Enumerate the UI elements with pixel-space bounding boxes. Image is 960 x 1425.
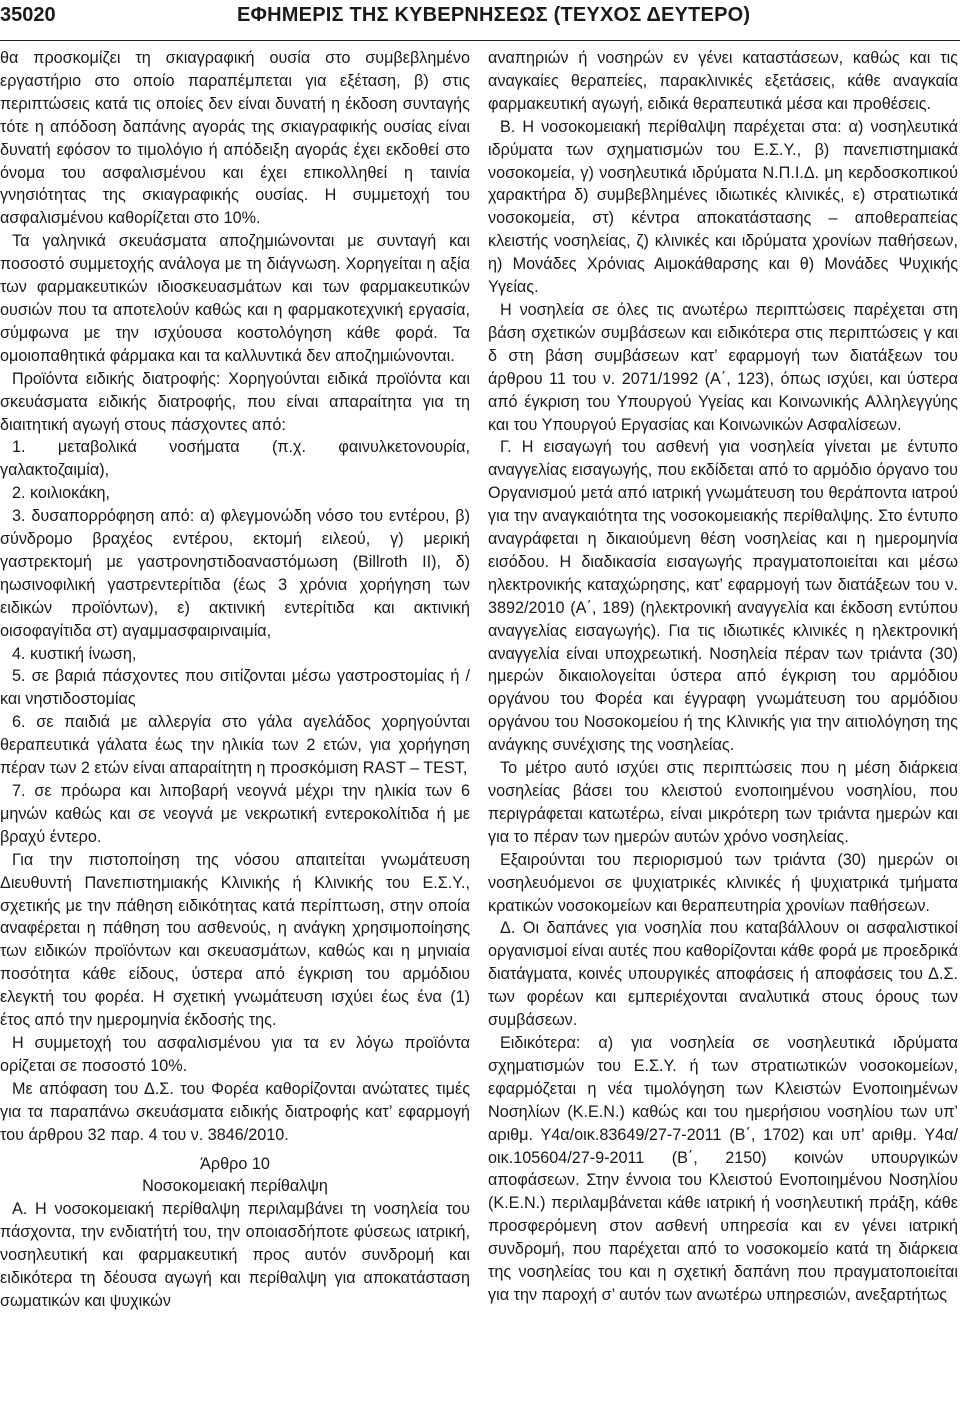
list-item: 1. μεταβολικά νοσήματα (π.χ. φαινυλκετονουρία, γαλακτοζαιμία), (0, 438, 470, 480)
left-column (0, 47, 470, 1313)
article-number: Άρθρο 10 (200, 1154, 270, 1173)
list-item: 3. δυσαπορρόφηση από: α) φλεγμονώδη νόσο του εντέρου, β) σύνδρομο βραχέος εντέρου, εκτομή ειλεού, γ) μερική γαστρεκτομή με γαστρονηστιδοαναστόμωση (Billroth II), δ) ηωσινοφιλική γαστρεντερίτιδα (έως 3 χρόνια χορήγηση των ειδικών προϊόντων), ε) ακτινική εντερίτιδα και ακτινική οισοφαγίτιδα στ) αγαμμασφαιριναιμία, (0, 507, 470, 640)
list-item: 7. σε πρόωρα και λιποβαρή νεογνά μέχρι την ηλικία των 6 μηνών καθώς και σε νεογνά με νεκρωτική εντεροκολίτιδα ή με βραχύ έντερο. (0, 782, 470, 846)
paragraph: Τα γαληνικά σκευάσματα αποζημιώνονται με συνταγή και ποσοστό συμμετοχής ανάλογα με τη διάγνωση. Χορηγείται η αξία των φαρμακευτικών ιδιοσκευασμάτων και των φαρμακευτικών ουσιών που τα αποτελούν καθώς και η φαρμακοτεχνική εργασία, σύμφωνα με την ισχύουσα κοστολόγηση κάθε φορά. Τα ομοιοπαθητικά φάρμακα και τα καλλυντικά δεν αποζημιώνονται. (0, 232, 470, 365)
paragraph: Α. Η νοσοκομειακή περίθαλψη περιλαμβάνει τη νοσηλεία του πάσχοντα, την ενδιατήτή του, την οποιασδήποτε φύσεως ιατρική, νοσηλευτική και φαρμακευτική προς αυτόν συνδρομή και ειδικότερα τη δέουσα αγωγή και περίθαλψη για αποκατάσταση σωματικών και ψυχικών (0, 1200, 470, 1310)
paragraph: Ειδικότερα: α) για νοσηλεία σε νοσηλευτικά ιδρύματα σχηματισμών του Ε.Σ.Υ. ή των στρατιωτικών νοσοκομείων, εφαρμόζεται η νέα τιμολόγηση των Κλειστών Ενοποιημένων Νοσηλίων (Κ.Ε.Ν.) καθώς και του ημερήσιου νοσηλίου των υπ’ αριθμ. Υ4α/οικ.83649/27-7-2011 (Β΄, 1702) και υπ’ αριθμ. Υ4α/οικ.105604/27-9-2011 (Β΄, 2150) κοινών υπουργικών αποφάσεων. Στην έννοια του Κλειστού Ενοποιημένου Νοσηλίου (Κ.Ε.Ν.) περιλαμβάνεται κάθε ιατρική ή νοσηλευτική πράξη, κάθε προσφερόμενη στον ασθενή υπηρεσία και εν γένει ιατρική συνδρομή, που παρέχεται από το νοσοκομείο κατά τη διάρκεια της νοσηλείας του και η σχετική δαπάνη που πραγματοποιείται για την παροχή σ’ αυτόν των ανωτέρω υπηρεσιών, ανεξαρτήτως (488, 1033, 958, 1304)
paragraph: Γ. Η εισαγωγή του ασθενή για νοσηλεία γίνεται με έντυπο αναγγελίας εισαγωγής, που εκδίδεται από το αρμόδιο όργανο του Οργανισμού μετά από ιατρική γνωμάτευση του θεράποντα ιατρού για την αναγκαιότητα της νοσοκομειακής περίθαλψης. Στο έντυπο αναγράφεται η δικαιούμενη θέση νοσηλείας και η ημερομηνία εισόδου. Η διαδικασία εισαγωγής πραγματοποιείται και μέσω ηλεκτρονικής καταχώρησης, κατ’ εφαρμογή των διατάξεων του ν. 3892/2010 (Α΄, 189) (ηλεκτρονική αναγγελία και έκδοση εντύπου αναγγελίας εισαγωγής). Για τις ιδιωτικές κλινικές η ηλεκτρονική αναγγελία είναι υποχρεωτική. Νοσηλεία πέραν των τριάντα (30) ημερών δικαιολογείται ύστερα από έγκριση του αρμόδιου οργάνου του Φορέα και έγγραφη γνωμάτευση του αρμόδιου οργάνου του Νοσοκομείου ή της Κλινικής για την αιτιολόγηση της ανάγκης συνέχισης της νοσηλείας. (488, 438, 958, 755)
paragraph: Για την πιστοποίηση της νόσου απαιτείται γνωμάτευση Διευθυντή Πανεπιστημιακής Κλινικής ή Κλινικής του Ε.Σ.Υ., σχετικής με την πάθηση ειδικότητας κατά περίπτωση, στην οποία αναφέρεται η πάθηση του ασθενούς, η ανάγκη χρησιμοποίησης των ειδικών προϊόντων και σκευασμάτων, καθώς και η μηνιαία ποσότητα κάθε είδους, ύστερα από έγκριση του αρμόδιου ελεγκτή του φορέα. Η σχετική γνωμάτευση ισχύει έως ένα (1) έτος από την ημερομηνία έκδοσής της. (0, 850, 470, 1030)
paragraph: Β. Η νοσοκομειακή περίθαλψη παρέχεται στα: α) νοσηλευτικά ιδρύματα των σχηματισμών του Ε.Σ.Υ., β) πανεπιστημιακά νοσοκομεία, γ) νοσηλευτικά ιδρύματα Ν.Π.Ι.Δ. μη κερδοσκοπικού χαρακτήρα δ) συμβεβλημένες ιδιωτικές κλινικές, ε) στρατιωτικά νοσοκομεία, στ) κέντρα αποκατάστασης – αποθεραπείας κλειστής νοσηλείας, ζ) κλινικές και ιδρύματα χρονίων παθήσεων, η) Μονάδες Χρόνιας Αιμοκάθαρσης και θ) Μονάδες Ψυχικής Υγείας. (488, 117, 958, 297)
journal-title: ΕΦΗΜΕΡΙΣ ΤΗΣ ΚΥΒΕΡΝΗΣΕΩΣ (ΤΕΥΧΟΣ ΔΕΥΤΕΡΟ) (237, 4, 751, 26)
list-item: 6. σε παιδιά με αλλεργία στο γάλα αγελάδος χορηγούνται θεραπευτικά γάλατα έως την ηλικία των 2 ετών, για χορήγηση πέραν των 2 ετών είναι απαραίτητη η προσκόμιση RAST – TEST, (0, 713, 470, 778)
paragraph: θα προσκομίζει τη σκιαγραφική ουσία στο συμβεβλημένο εργαστήριο στο οποίο παραπέμπεται για εξέταση, β) στις περιπτώσεις κατά τις οποίες δεν είναι δυνατή η έκδοση συνταγής τότε η απόδοση δαπάνης αγοράς της σκιαγραφικής ουσίας είναι δυνατή εφόσον το τιμολόγιο ή απόδειξη αγοράς έχει εκδοθεί στο όνομα του ασφαλισμένου και έχει επικολληθεί η ταινία γνησιότητας της σκιαγραφικής ουσίας. Η συμμετοχή του ασφαλισμένου καθορίζεται στο 10%. (0, 49, 470, 228)
paragraph: Η συμμετοχή του ασφαλισμένου για τα εν λόγω προϊόντα ορίζεται σε ποσοστό 10%. (0, 1033, 470, 1075)
paragraph: Εξαιρούνται του περιορισμού των τριάντα (30) ημερών οι νοσηλευόμενοι σε ψυχιατρικές κλινικές ή ψυχιατρικά τμήματα κρατικών νοσοκομείων και θεραπευτηρία χρονίων παθήσεων. (488, 850, 958, 915)
article-title: Νοσοκομειακή περίθαλψη (142, 1177, 328, 1196)
list-item: 2. κοιλιοκάκη, (12, 484, 111, 503)
paragraph: Δ. Οι δαπάνες για νοσηλία που καταβάλλουν οι ασφαλιστικοί οργανισμοί είναι αυτές που καθορίζονται κάθε φορά με προεδρικά διατάγματα, κοινές υπουργικές αποφάσεις ή αποφάσεις του Δ.Σ. των φορέων και εμπεριέχονται αναλυτικά στους όρους των συμβάσεων. (488, 919, 958, 1030)
paragraph: αναπηριών ή νοσηρών εν γένει καταστάσεων, καθώς και τις αναγκαίες θεραπείες, παρακλινικές εξετάσεις, κάθε αναγκαία φαρμακευτική αγωγή, ειδικά θεραπευτικά μέσα και προθέσεις. (488, 49, 958, 113)
paragraph: Με απόφαση του Δ.Σ. του Φορέα καθορίζονται ανώτατες τιμές για τα παραπάνω σκευάσματα ειδικής διατροφής κατ’ εφαρμογή του άρθρου 32 παρ. 4 του ν. 3846/2010. (0, 1079, 470, 1144)
page-header (0, 0, 960, 41)
paragraph: Το μέτρο αυτό ισχύει στις περιπτώσεις που η μέση διάρκεια νοσηλείας βάσει του κλειστού ενοποιημένου νοσηλίου, που περιγράφεται κατωτέρω, είναι μικρότερη των τριάντα ημερών και για το πέραν των ημερών αυτών χρόνο νοσηλείας. (488, 759, 958, 846)
list-item: 5. σε βαριά πάσχοντες που σιτίζονται μέσω γαστροστομίας ή / και νηστιδοστομίας (0, 667, 470, 709)
paragraph: Η νοσηλεία σε όλες τις ανωτέρω περιπτώσεις παρέχεται στη βάση σχετικών συμβάσεων και ειδικότερα στις περιπτώσεις γ και δ στη βάση συμβάσεων κατ’ εφαρμογή των διατάξεων του άρθρου 11 του ν. 2071/1992 (Α΄, 123), όπως ισχύει, και ύστερα από έγκριση του Υπουργού Υγείας και Κοινωνικής Αλληλεγγύης και του Υπουργού Εργασίας και Κοινωνικών Ασφαλίσεων. (488, 300, 958, 434)
right-column (488, 47, 958, 1307)
list-item: 4. κυστική ίνωση, (12, 644, 137, 663)
page-number: 35020 (0, 4, 56, 26)
paragraph: Προϊόντα ειδικής διατροφής: Χορηγούνται ειδικά προϊόντα και σκευάσματα ειδικής διατροφής, που είναι απαραίτητα για τη διαιτητική αγωγή στους πάσχοντες από: (0, 369, 470, 434)
